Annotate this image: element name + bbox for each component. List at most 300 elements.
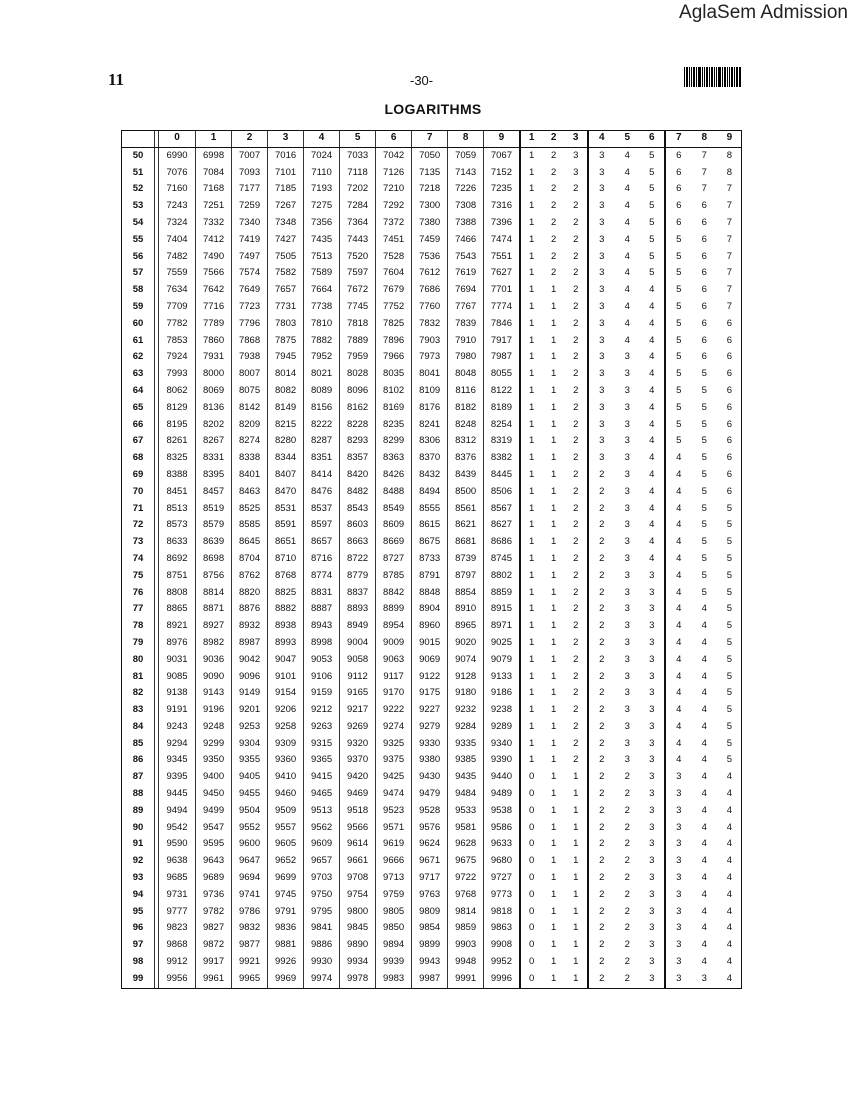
log-value-cell: 8267 <box>196 433 232 450</box>
mean-difference-cell: 7 <box>726 200 733 212</box>
mean-difference-cell: 2 <box>573 552 579 564</box>
mean-difference-cell: 5 <box>649 267 655 279</box>
table-row <box>122 568 743 585</box>
mean-difference-cell: 4 <box>649 418 655 430</box>
log-value-cell: 9894 <box>376 937 412 954</box>
mean-difference-cell: 6 <box>701 267 707 279</box>
mean-difference-cell: 6 <box>665 181 692 198</box>
log-value-cell: 8633 <box>159 534 196 551</box>
log-value-cell: 9974 <box>304 971 340 988</box>
mean-difference-cell: 1 <box>520 702 543 719</box>
mean-difference-cell: 4 <box>701 720 707 732</box>
log-value-cell: 9365 <box>304 752 340 769</box>
mean-difference-cell: 5 <box>726 502 733 514</box>
log-value-cell: 7945 <box>268 349 304 366</box>
log-value-cell: 8376 <box>448 450 484 467</box>
log-value-cell: 8189 <box>484 400 520 417</box>
mean-difference-cell: 1 <box>551 418 557 430</box>
log-value-cell: 7275 <box>304 198 340 215</box>
log-value-cell: 9703 <box>304 870 340 887</box>
mean-difference-cell: 1 <box>551 284 557 296</box>
log-value-cell: 8035 <box>376 366 412 383</box>
mean-difference-cell: 6 <box>701 216 707 228</box>
log-value-cell: 8162 <box>340 400 376 417</box>
log-value-cell: 9063 <box>376 652 412 669</box>
row-number-cell: 66 <box>122 417 155 434</box>
mean-difference-cell: 4 <box>665 652 692 669</box>
mean-difference-cell: 4 <box>726 855 733 867</box>
log-value-cell: 7589 <box>304 265 340 282</box>
mean-difference-cell: 2 <box>624 855 630 867</box>
log-value-cell: 7050 <box>412 147 448 164</box>
log-value-cell: 8513 <box>159 501 196 518</box>
log-value-cell: 8663 <box>340 534 376 551</box>
log-value-cell: 9090 <box>196 669 232 686</box>
log-value-cell: 9047 <box>268 652 304 669</box>
mean-difference-cell: 3 <box>649 821 655 833</box>
mean-difference-cell: 1 <box>551 687 557 699</box>
mean-difference-cell: 2 <box>573 569 579 581</box>
mean-difference-cell: 2 <box>573 418 579 430</box>
mean-difference-cell: 1 <box>520 652 543 669</box>
mean-difference-cell: 6 <box>701 200 707 212</box>
log-value-cell: 9586 <box>484 820 520 837</box>
log-value-cell: 9499 <box>196 803 232 820</box>
log-value-cell: 8000 <box>196 366 232 383</box>
mean-difference-cell: 0 <box>520 971 543 988</box>
table-row <box>122 904 743 921</box>
mean-difference-cell: 6 <box>726 351 733 363</box>
mean-difference-cell: 2 <box>573 216 579 228</box>
table-row <box>122 433 743 450</box>
mean-difference-cell: 1 <box>520 568 543 585</box>
log-value-cell: 9800 <box>340 904 376 921</box>
mean-difference-cell: 1 <box>573 888 579 900</box>
mean-difference-cell: 3 <box>649 922 655 934</box>
mean-difference-cell: 2 <box>588 820 615 837</box>
log-value-cell: 9926 <box>268 954 304 971</box>
mean-difference-cell: 4 <box>649 468 655 480</box>
log-value-cell: 7672 <box>340 282 376 299</box>
log-value-cell: 8657 <box>304 534 340 551</box>
mean-difference-cell: 2 <box>624 922 630 934</box>
log-value-cell: 8129 <box>159 400 196 417</box>
mean-difference-cell: 1 <box>520 215 543 232</box>
mean-difference-cell: 1 <box>551 586 557 598</box>
mean-difference-cell: 3 <box>701 972 707 984</box>
log-value-cell: 8876 <box>232 601 268 618</box>
table-row <box>122 618 743 635</box>
mean-difference-cell: 1 <box>551 468 557 480</box>
log-value-cell: 9533 <box>448 803 484 820</box>
table-row <box>122 635 743 652</box>
mean-difference-cell: 4 <box>701 821 707 833</box>
log-value-cell: 9504 <box>232 803 268 820</box>
mean-difference-cell: 2 <box>588 534 615 551</box>
table-row <box>122 669 743 686</box>
mean-difference-cell: 3 <box>624 552 630 564</box>
row-number-cell: 54 <box>122 215 155 232</box>
header-diff-col-6: 6 <box>640 130 665 147</box>
mean-difference-cell: 3 <box>665 853 692 870</box>
log-value-cell: 9489 <box>484 786 520 803</box>
log-value-cell: 8893 <box>340 601 376 618</box>
mean-difference-cell: 1 <box>551 855 557 867</box>
table-row <box>122 366 743 383</box>
mean-difference-cell: 5 <box>701 468 707 480</box>
row-number-cell: 97 <box>122 937 155 954</box>
mean-difference-cell: 1 <box>551 502 557 514</box>
site-brand: AglaSem Admission <box>679 2 848 23</box>
mean-difference-cell: 1 <box>520 299 543 316</box>
log-value-cell: 7839 <box>448 316 484 333</box>
mean-difference-cell: 3 <box>649 872 655 884</box>
log-value-cell: 7627 <box>484 265 520 282</box>
mean-difference-cell: 2 <box>588 836 615 853</box>
log-value-cell: 9903 <box>448 937 484 954</box>
log-value-cell: 9736 <box>196 887 232 904</box>
log-value-cell: 8420 <box>340 467 376 484</box>
log-value-cell: 9133 <box>484 669 520 686</box>
mean-difference-cell: 5 <box>726 603 733 615</box>
log-value-cell: 8543 <box>340 501 376 518</box>
mean-difference-cell: 5 <box>701 384 707 396</box>
mean-difference-cell: 5 <box>649 250 655 262</box>
log-value-cell: 7093 <box>232 165 268 182</box>
log-value-cell: 9201 <box>232 702 268 719</box>
table-row <box>122 534 743 551</box>
mean-difference-cell: 1 <box>551 519 557 531</box>
header-col-9: 9 <box>484 130 520 147</box>
mean-difference-cell: 3 <box>588 349 615 366</box>
mean-difference-cell: 5 <box>726 569 733 581</box>
log-value-cell: 8176 <box>412 400 448 417</box>
log-value-cell: 7210 <box>376 181 412 198</box>
mean-difference-cell: 4 <box>701 956 707 968</box>
mean-difference-cell: 4 <box>701 754 707 766</box>
mean-difference-cell: 3 <box>588 333 615 350</box>
log-value-cell: 7427 <box>268 232 304 249</box>
log-value-cell: 9552 <box>232 820 268 837</box>
mean-difference-cell: 5 <box>649 166 655 178</box>
mean-difference-cell: 1 <box>551 435 557 447</box>
log-value-cell: 9069 <box>412 652 448 669</box>
mean-difference-cell: 2 <box>588 752 615 769</box>
mean-difference-cell: 4 <box>624 300 630 312</box>
mean-difference-cell: 3 <box>649 956 655 968</box>
mean-difference-cell: 1 <box>520 316 543 333</box>
table-row <box>122 551 743 568</box>
log-value-cell: 8859 <box>484 585 520 602</box>
log-value-cell: 9727 <box>484 870 520 887</box>
mean-difference-cell: 5 <box>649 149 655 161</box>
mean-difference-cell: 2 <box>588 652 615 669</box>
mean-difference-cell: 1 <box>573 956 579 968</box>
log-value-cell: 7924 <box>159 349 196 366</box>
log-value-cell: 8312 <box>448 433 484 450</box>
log-value-cell: 8007 <box>232 366 268 383</box>
log-value-cell: 9274 <box>376 719 412 736</box>
mean-difference-cell: 3 <box>649 687 655 699</box>
log-value-cell: 7292 <box>376 198 412 215</box>
log-value-cell: 9795 <box>304 904 340 921</box>
table-row <box>122 685 743 702</box>
log-value-cell: 8808 <box>159 585 196 602</box>
log-value-cell: 9562 <box>304 820 340 837</box>
log-value-cell: 7451 <box>376 232 412 249</box>
log-value-cell: 7218 <box>412 181 448 198</box>
mean-difference-cell: 3 <box>649 670 655 682</box>
mean-difference-cell: 3 <box>649 855 655 867</box>
log-value-cell: 9786 <box>232 904 268 921</box>
log-value-cell: 8156 <box>304 400 340 417</box>
log-value-cell: 7709 <box>159 299 196 316</box>
mean-difference-cell: 3 <box>665 870 692 887</box>
mean-difference-cell: 2 <box>624 939 630 951</box>
log-value-cell: 9058 <box>340 652 376 669</box>
log-value-cell: 8028 <box>340 366 376 383</box>
log-value-cell: 7177 <box>232 181 268 198</box>
log-value-cell: 9750 <box>304 887 340 904</box>
mean-difference-cell: 3 <box>649 939 655 951</box>
mean-difference-cell: 1 <box>520 601 543 618</box>
log-value-cell: 8621 <box>448 517 484 534</box>
mean-difference-cell: 2 <box>588 937 615 954</box>
log-value-cell: 9777 <box>159 904 196 921</box>
log-value-cell: 8062 <box>159 383 196 400</box>
mean-difference-cell: 4 <box>665 585 692 602</box>
log-value-cell: 8585 <box>232 517 268 534</box>
log-value-cell: 8965 <box>448 618 484 635</box>
header-col-4: 4 <box>304 130 340 147</box>
log-value-cell: 7767 <box>448 299 484 316</box>
log-value-cell: 9479 <box>412 786 448 803</box>
mean-difference-cell: 1 <box>573 905 579 917</box>
mean-difference-cell: 3 <box>624 603 630 615</box>
table-row <box>122 450 743 467</box>
row-number-cell: 68 <box>122 450 155 467</box>
log-value-cell: 9680 <box>484 853 520 870</box>
mean-difference-cell: 4 <box>701 603 707 615</box>
log-value-cell: 8609 <box>376 517 412 534</box>
row-number-cell: 85 <box>122 736 155 753</box>
log-value-cell: 7716 <box>196 299 232 316</box>
mean-difference-cell: 2 <box>573 468 579 480</box>
mean-difference-cell: 1 <box>551 603 557 615</box>
table-row <box>122 702 743 719</box>
log-value-cell: 9222 <box>376 702 412 719</box>
log-value-cell: 9248 <box>196 719 232 736</box>
log-value-cell: 8014 <box>268 366 304 383</box>
log-value-cell: 8136 <box>196 400 232 417</box>
log-value-cell: 7875 <box>268 333 304 350</box>
log-value-cell: 7694 <box>448 282 484 299</box>
mean-difference-cell: 1 <box>520 719 543 736</box>
mean-difference-cell: 6 <box>726 368 733 380</box>
mean-difference-cell: 3 <box>649 838 655 850</box>
mean-difference-cell: 3 <box>649 720 655 732</box>
log-value-cell: 9850 <box>376 920 412 937</box>
table-row <box>122 249 743 266</box>
mean-difference-cell: 3 <box>588 417 615 434</box>
log-value-cell: 7931 <box>196 349 232 366</box>
table-row <box>122 736 743 753</box>
mean-difference-cell: 6 <box>726 418 733 430</box>
log-value-cell: 9571 <box>376 820 412 837</box>
log-value-cell: 9956 <box>159 971 196 988</box>
mean-difference-cell: 5 <box>649 183 655 195</box>
mean-difference-cell: 2 <box>624 838 630 850</box>
table-row <box>122 501 743 518</box>
log-value-cell: 7536 <box>412 249 448 266</box>
log-value-cell: 7110 <box>304 165 340 182</box>
mean-difference-cell: 4 <box>649 502 655 514</box>
mean-difference-cell: 1 <box>551 838 557 850</box>
row-number-cell: 56 <box>122 249 155 266</box>
log-value-cell: 8865 <box>159 601 196 618</box>
mean-difference-cell: 1 <box>520 417 543 434</box>
log-value-cell: 8960 <box>412 618 448 635</box>
row-number-cell: 79 <box>122 635 155 652</box>
log-value-cell: 8561 <box>448 501 484 518</box>
mean-difference-cell: 4 <box>726 939 733 951</box>
mean-difference-cell: 1 <box>551 452 557 464</box>
mean-difference-cell: 5 <box>701 452 707 464</box>
log-value-cell: 9934 <box>340 954 376 971</box>
log-value-cell: 9708 <box>340 870 376 887</box>
mean-difference-cell: 6 <box>726 468 733 480</box>
log-value-cell: 9345 <box>159 752 196 769</box>
mean-difference-cell: 3 <box>588 198 615 215</box>
mean-difference-cell: 3 <box>665 803 692 820</box>
mean-difference-cell: 3 <box>624 351 630 363</box>
log-value-cell: 8597 <box>304 517 340 534</box>
log-value-cell: 8698 <box>196 551 232 568</box>
mean-difference-cell: 1 <box>573 804 579 816</box>
mean-difference-cell: 1 <box>520 669 543 686</box>
log-value-cell: 8675 <box>412 534 448 551</box>
log-value-cell: 7574 <box>232 265 268 282</box>
mean-difference-cell: 5 <box>701 368 707 380</box>
mean-difference-cell: 5 <box>665 249 692 266</box>
mean-difference-cell: 3 <box>588 147 615 164</box>
row-number-cell: 59 <box>122 299 155 316</box>
mean-difference-cell: 4 <box>665 467 692 484</box>
mean-difference-cell: 7 <box>726 216 733 228</box>
log-value-cell: 6998 <box>196 147 232 164</box>
row-number-cell: 90 <box>122 820 155 837</box>
log-value-cell: 9652 <box>268 853 304 870</box>
mean-difference-cell: 1 <box>551 401 557 413</box>
mean-difference-cell: 3 <box>624 653 630 665</box>
mean-difference-cell: 4 <box>624 317 630 329</box>
table-row <box>122 467 743 484</box>
log-value-cell: 7152 <box>484 165 520 182</box>
log-value-cell: 9253 <box>232 719 268 736</box>
log-value-cell: 9643 <box>196 853 232 870</box>
log-value-cell: 8651 <box>268 534 304 551</box>
log-value-cell: 7679 <box>376 282 412 299</box>
log-value-cell: 8075 <box>232 383 268 400</box>
mean-difference-cell: 3 <box>649 754 655 766</box>
row-number-cell: 64 <box>122 383 155 400</box>
log-value-cell: 8082 <box>268 383 304 400</box>
log-value-cell: 8370 <box>412 450 448 467</box>
log-value-cell: 9987 <box>412 971 448 988</box>
mean-difference-cell: 1 <box>520 232 543 249</box>
log-value-cell: 8802 <box>484 568 520 585</box>
log-value-cell: 9138 <box>159 685 196 702</box>
mean-difference-cell: 4 <box>649 435 655 447</box>
mean-difference-cell: 5 <box>726 687 733 699</box>
log-value-cell: 9754 <box>340 887 376 904</box>
mean-difference-cell: 3 <box>573 166 579 178</box>
mean-difference-cell: 3 <box>649 704 655 716</box>
mean-difference-cell: 1 <box>520 534 543 551</box>
log-value-cell: 8149 <box>268 400 304 417</box>
log-value-cell: 9633 <box>484 836 520 853</box>
log-value-cell: 8762 <box>232 568 268 585</box>
log-value-cell: 9015 <box>412 635 448 652</box>
log-value-cell: 9009 <box>376 635 412 652</box>
header-col-3: 3 <box>268 130 304 147</box>
mean-difference-cell: 2 <box>551 183 557 195</box>
mean-difference-cell: 3 <box>665 937 692 954</box>
mean-difference-cell: 0 <box>520 954 543 971</box>
mean-difference-cell: 5 <box>726 754 733 766</box>
log-value-cell: 9053 <box>304 652 340 669</box>
log-value-cell: 8791 <box>412 568 448 585</box>
log-value-cell: 8797 <box>448 568 484 585</box>
log-value-cell: 7443 <box>340 232 376 249</box>
log-value-cell: 7459 <box>412 232 448 249</box>
log-value-cell: 7067 <box>484 147 520 164</box>
mean-difference-cell: 4 <box>649 452 655 464</box>
log-value-cell: 7832 <box>412 316 448 333</box>
mean-difference-cell: 1 <box>520 736 543 753</box>
log-value-cell: 8871 <box>196 601 232 618</box>
table-body <box>122 147 743 987</box>
log-value-cell: 9576 <box>412 820 448 837</box>
mean-difference-cell: 3 <box>624 485 630 497</box>
log-value-cell: 8537 <box>304 501 340 518</box>
mean-difference-cell: 1 <box>520 165 543 182</box>
mean-difference-cell: 1 <box>520 333 543 350</box>
mean-difference-cell: 3 <box>588 165 615 182</box>
mean-difference-cell: 7 <box>726 183 733 195</box>
log-value-cell: 8904 <box>412 601 448 618</box>
log-value-cell: 8842 <box>376 585 412 602</box>
mean-difference-cell: 1 <box>573 939 579 951</box>
log-value-cell: 9445 <box>159 786 196 803</box>
log-value-cell: 9877 <box>232 937 268 954</box>
log-value-cell: 8745 <box>484 551 520 568</box>
log-value-cell: 8825 <box>268 585 304 602</box>
mean-difference-cell: 1 <box>551 972 557 984</box>
mean-difference-cell: 5 <box>701 502 707 514</box>
mean-difference-cell: 4 <box>665 534 692 551</box>
log-value-cell: 7782 <box>159 316 196 333</box>
table-row <box>122 265 743 282</box>
log-value-cell: 9106 <box>304 669 340 686</box>
log-value-cell: 7619 <box>448 265 484 282</box>
header-diff-col-5: 5 <box>615 130 640 147</box>
log-value-cell: 7723 <box>232 299 268 316</box>
log-value-cell: 8338 <box>232 450 268 467</box>
log-value-cell: 9410 <box>268 769 304 786</box>
log-value-cell: 9717 <box>412 870 448 887</box>
log-value-cell: 8280 <box>268 433 304 450</box>
